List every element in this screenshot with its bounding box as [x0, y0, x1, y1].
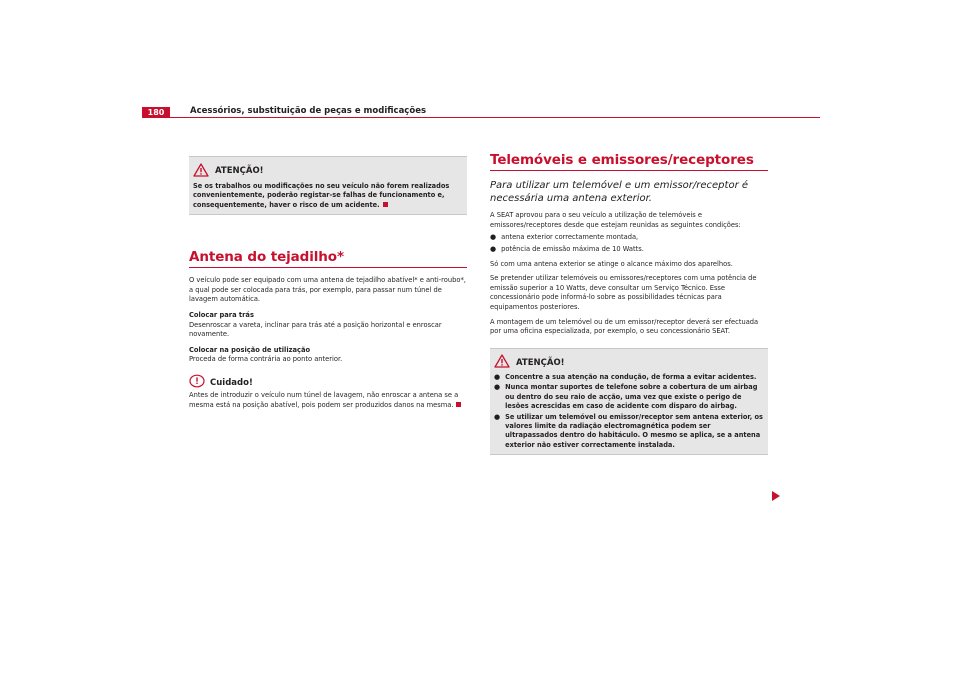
warning-header	[494, 354, 764, 372]
continue-arrow-icon	[771, 487, 781, 506]
bullet-icon: ●	[490, 233, 497, 242]
phones-lead-text: Para utilizar um telemóvel e um emissor/receptor é necessária uma antena exterior.	[490, 180, 749, 204]
warning-box	[189, 156, 467, 215]
warning-title: ATENÇÃO!	[516, 357, 565, 368]
warning-text: Se os trabalhos ou modificações no seu veículo não forem realizados convenientemente, poderão registar-se falhas de funcionamento e, consequentemente, haver o risco de um acidente.	[193, 182, 450, 209]
caution-header	[189, 375, 467, 391]
caution-exclamation-icon	[189, 373, 205, 392]
header-rule	[170, 117, 820, 118]
caution-note	[189, 375, 467, 410]
list-item: ● Se utilizar um telemóvel ou emissor/receptor sem antena exterior, os valores limite da radiação electromagnética podem ser ultrapassados dentro do habitáculo. O mesmo se aplica, se a antena exterior não estiver correctamente instalada.	[494, 412, 763, 449]
roof-antenna-intro: O veículo pode ser equipado com uma antena de tejadilho abatível* e anti-roubo*, a qual pode ser colocada para trás, por exemplo, para passar num túnel de lavagem automática.	[189, 276, 466, 304]
warning-triangle-icon	[494, 353, 510, 372]
caution-text: Antes de introduzir o veículo num túnel de lavagem, não enroscar a antena se a mesma está na posição abatível, pois podem ser produzidos danos na mesma.	[189, 391, 467, 410]
warning-title: ATENÇÃO!	[215, 166, 264, 176]
phones-para-2: Só com uma antena exterior se atinge o alcance máximo dos aparelhos.	[490, 259, 733, 268]
list-item: ● antena exterior correctamente montada,	[490, 233, 639, 242]
left-column	[189, 156, 467, 410]
page-number: 180	[142, 107, 170, 118]
phones-para-1: A SEAT aprovou para o seu veículo a utilização de telemóveis e emissores/receptores desde que estejam reunidas as seguintes condições:	[490, 211, 741, 229]
warning-box	[490, 348, 768, 455]
list-item: ● Nunca montar suportes de telefone sobre a cobertura de um airbag ou dentro do seu raio de acção, uma vez que existe o perigo de lesões acrescidas em caso de acidente com disparo do airbag.	[494, 383, 758, 411]
warning-header	[193, 162, 463, 180]
end-square-icon	[383, 202, 388, 207]
bullet-icon: ●	[490, 244, 497, 253]
list-item: ● Concentre a sua atenção na condução, de forma a evitar acidentes.	[494, 372, 757, 381]
list-item: ● potência de emissão máxima de 10 Watts.	[490, 244, 644, 253]
subheading-use-position: Colocar na posição de utilização	[189, 345, 311, 354]
bullet-icon: ●	[494, 372, 501, 381]
phones-para-3: Se pretender utilizar telemóveis ou emissores/receptores com uma potência de emissão superior a 10 Watts, deve consultar um Serviço Técnico. Esse concessionário pode informá-lo sobre as possibilidades técnicas para equipamentos posteriores.	[490, 274, 757, 311]
end-square-icon	[456, 402, 461, 407]
fold-back-text: Desenroscar a vareta, inclinar para trás até a posição horizontal e enroscar novamente.	[189, 320, 442, 339]
phones-para-4: A montagem de um telemóvel ou de um emissor/receptor deverá ser efectuada por uma oficina especializada, por exemplo, o seu concessionário SEAT.	[490, 317, 759, 336]
conditions-list	[490, 233, 768, 254]
section-title-roof-antenna: Antena do tejadilho*	[189, 249, 467, 268]
section-title-phones: Telemóveis e emissores/receptores	[490, 152, 768, 171]
caution-title: Cuidado!	[210, 377, 253, 388]
running-header-title: Acessórios, substituição de peças e modificações	[190, 106, 427, 116]
bullet-icon: ●	[494, 412, 501, 421]
bullet-icon: ●	[494, 383, 501, 392]
use-position-text: Proceda de forma contrária ao ponto anterior.	[189, 355, 343, 364]
subheading-fold-back: Colocar para trás	[189, 311, 254, 319]
warning-triangle-icon	[193, 162, 209, 181]
right-column	[490, 152, 768, 455]
